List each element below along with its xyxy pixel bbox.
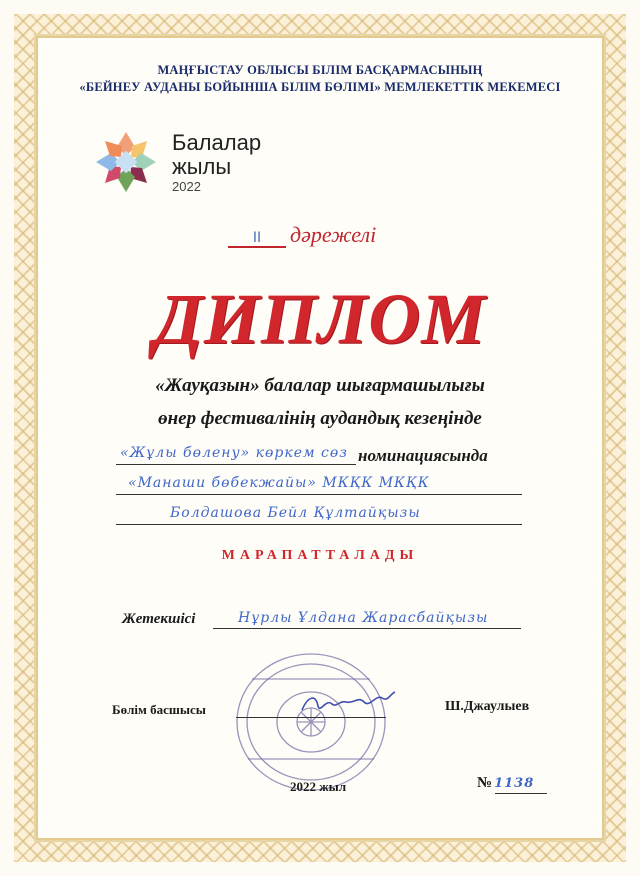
official-stamp-icon: [232, 648, 390, 796]
festival-line-2: өнер фестивалінің аудандық кезеңінде: [158, 408, 482, 429]
nomination-underline: [116, 464, 356, 465]
logo-year: 2022: [172, 179, 201, 194]
signature-icon: [298, 688, 398, 718]
logo-wordmark: [172, 131, 261, 195]
festival-line-1: «Жауқазын» балалар шығармашылығы: [155, 375, 485, 396]
leader-handwritten: Нұрлы Ұлдана Жарасбайқызы: [238, 610, 489, 626]
diploma-number: 1138: [494, 776, 535, 791]
flower-logo-icon: [92, 128, 160, 196]
nomination-handwritten: «Жұлы бөлену» көркем сөз: [120, 445, 348, 461]
recipient-handwritten: Болдашова Бейл Құлтайқызы: [170, 505, 421, 521]
signatory-name: Ш.Джаулыев: [445, 699, 530, 714]
logo-text-line-1: Балалар: [172, 130, 262, 155]
degree-number: II: [228, 230, 286, 248]
diploma-number-field: [477, 775, 534, 792]
diploma-title: ДИПЛОМ: [153, 279, 487, 359]
leader-underline: [213, 628, 521, 629]
number-prefix: №: [477, 775, 493, 791]
issuer-header: [0, 62, 640, 96]
issuer-line-1: МАҢҒЫСТАУ ОБЛЫСЫ БІЛІМ БАСҚАРМАСЫНЫҢ: [157, 63, 483, 77]
school-handwritten: «Манаши бөбекжайы» МКҚК МКҚК: [128, 475, 430, 491]
degree-label: дәрежелі: [290, 222, 377, 247]
leader-label: Жетекшісі: [122, 611, 196, 627]
awarded-text: МАРАПАТТАЛАДЫ: [221, 548, 419, 563]
degree-line: [228, 222, 376, 248]
issuer-line-2: «БЕЙНЕУ АУДАНЫ БОЙЫНША БІЛІМ БӨЛІМІ» МЕМЛЕКЕТТІК МЕКЕМЕСІ: [79, 80, 561, 94]
school-underline: [116, 494, 522, 495]
nomination-label: номинациясында: [358, 446, 488, 465]
number-underline: [495, 793, 547, 794]
logo-text-line-2: жылы: [172, 154, 232, 179]
recipient-underline: [116, 524, 522, 525]
issue-year: 2022 жыл: [290, 779, 347, 794]
signatory-role: Бөлім басшысы: [112, 702, 206, 717]
